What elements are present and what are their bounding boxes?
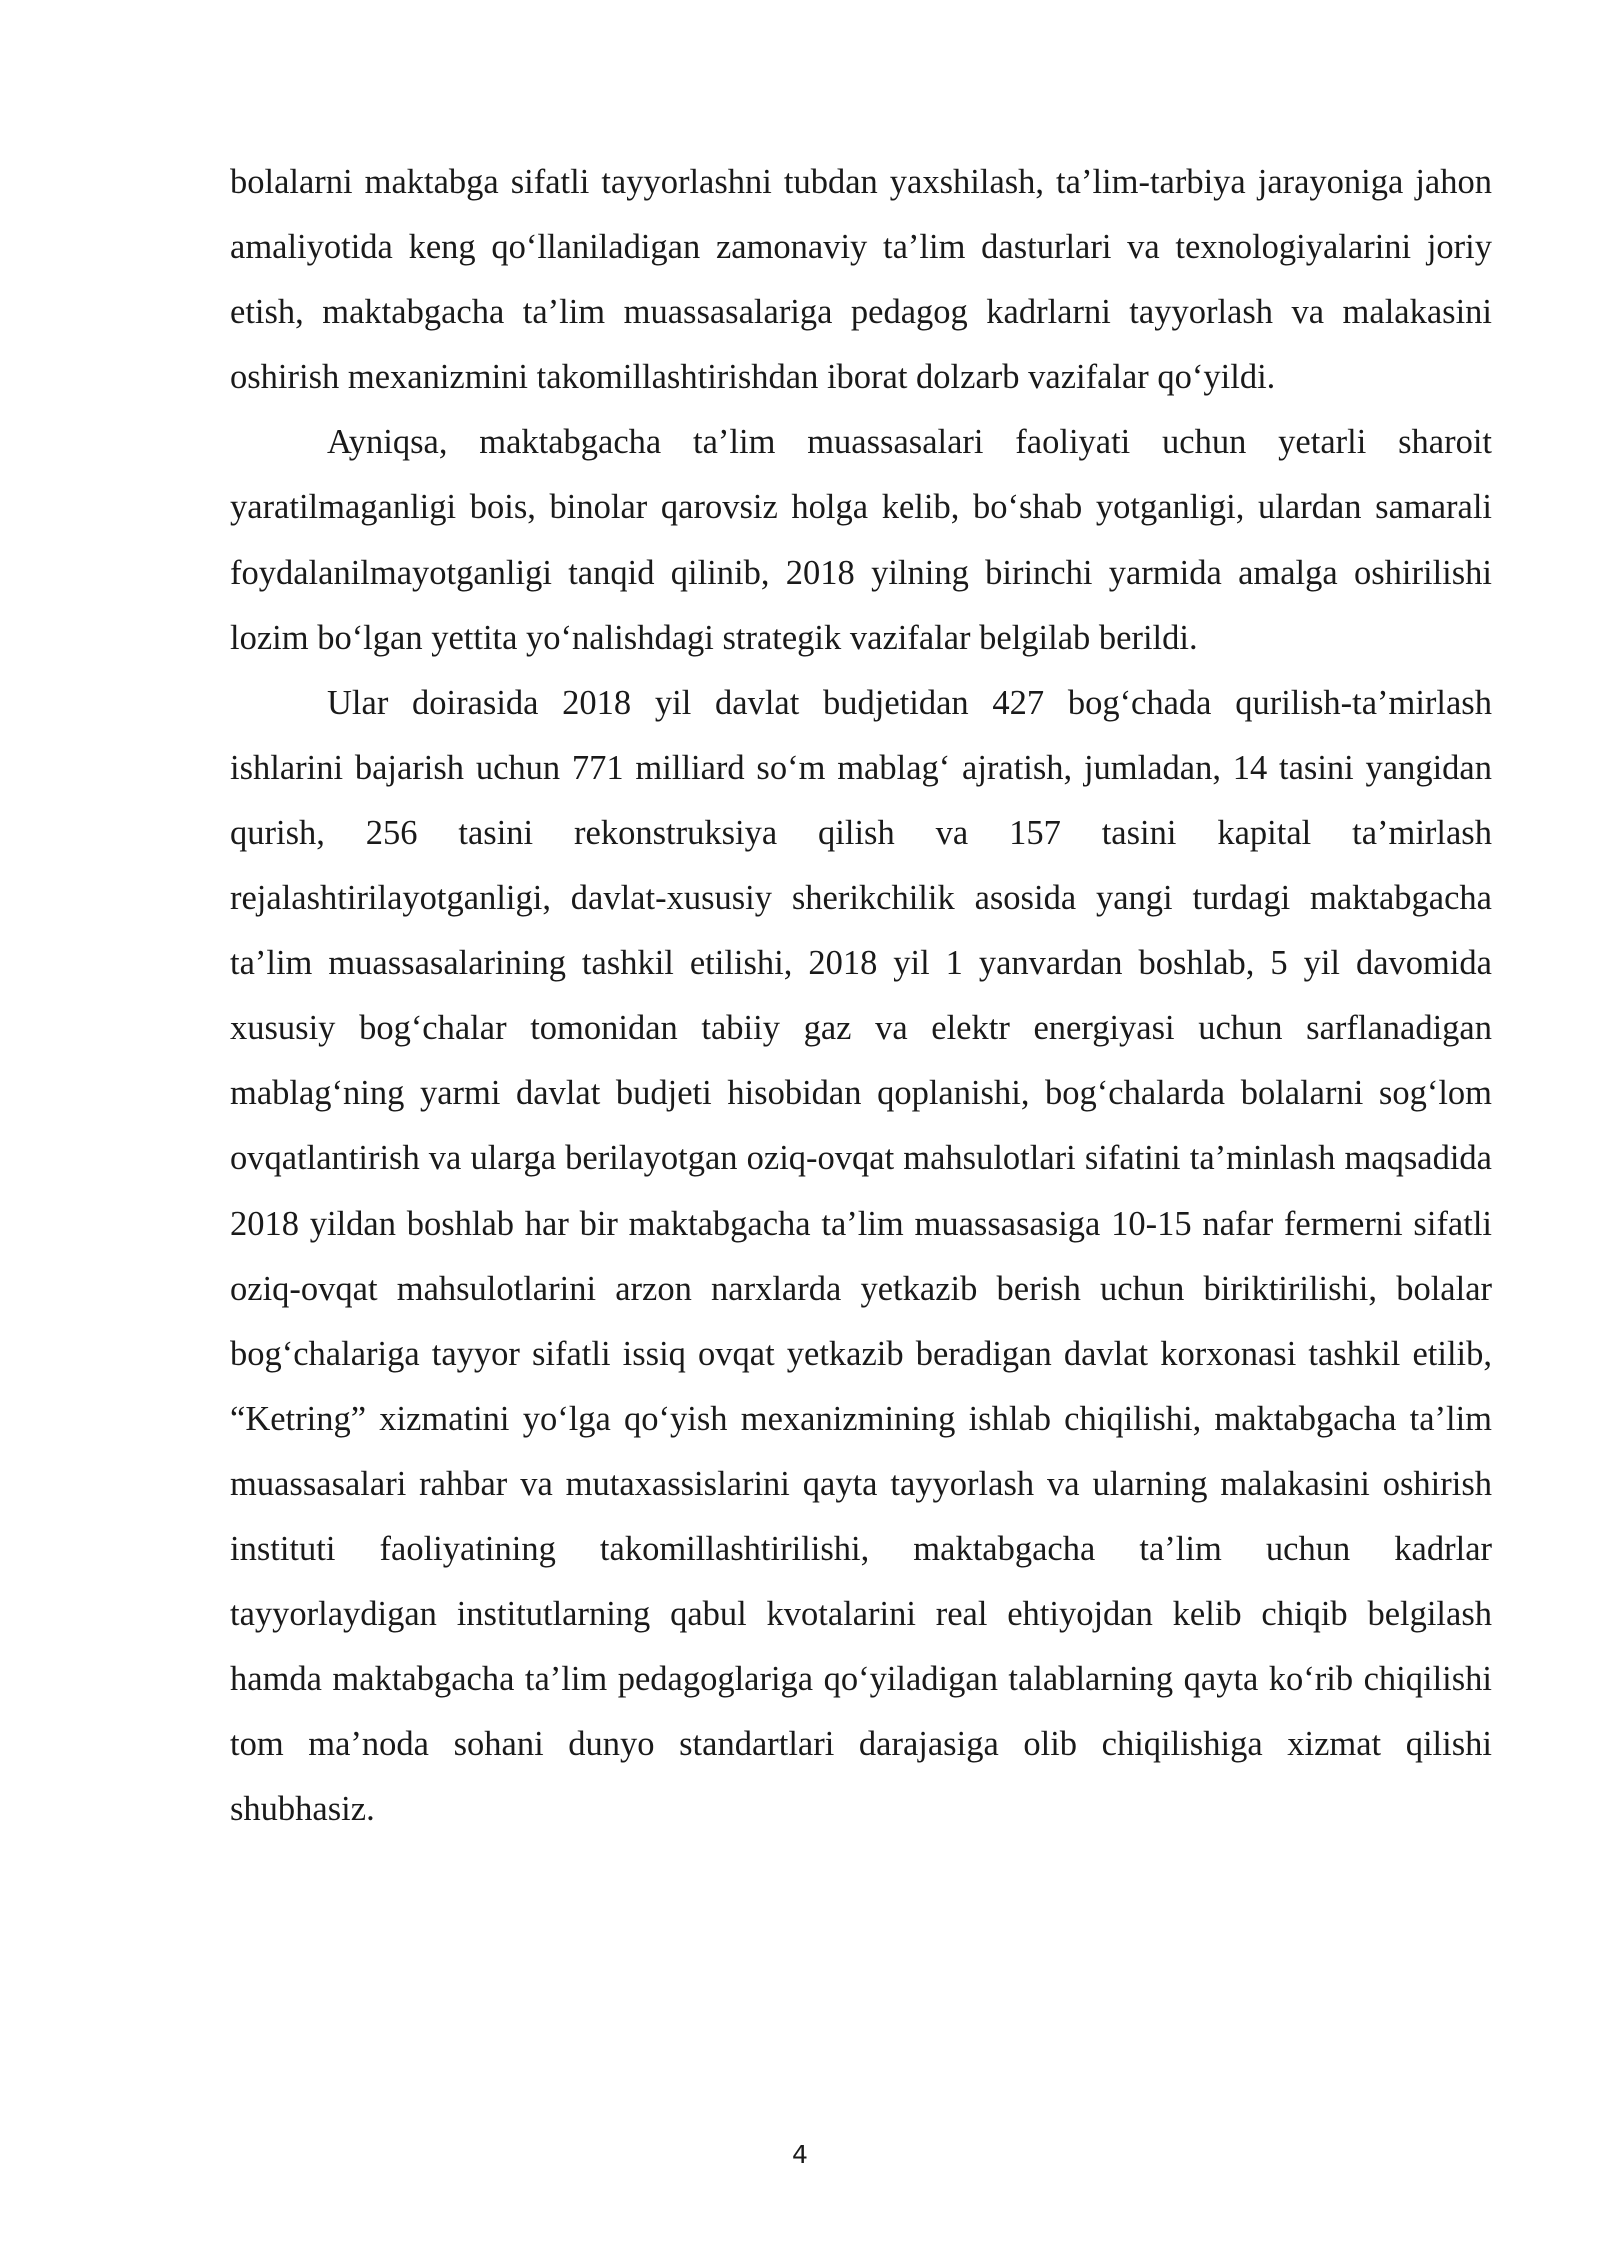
body-text	[230, 150, 1492, 1842]
paragraph-3: Ular doirasida 2018 yil davlat budjetidan 427 bog‘chada qurilish-ta’mirlash ishlarini bajarish uchun 771 milliard so‘m mablag‘ ajratish, jumladan, 14 tasini yangidan qurish, 256 tasini rekonstruksiya qilish va 157 tasini kapital ta’mirlash rejalashtirilayotganligi, davlat-xususiy sherikchilik asosida yangi turdagi maktabgacha ta’lim muassasalarining tashkil etilishi, 2018 yil 1 yanvardan boshlab, 5 yil davomida xususiy bog‘chalar tomonidan tabiiy gaz va elektr energiyasi uchun sarflanadigan mablag‘ning yarmi davlat budjeti hisobidan qoplanishi, bog‘chalarda bolalarni sog‘lom ovqatlantirish va ularga berilayotgan oziq-ovqat mahsulotlari sifatini ta’minlash maqsadida 2018 yildan boshlab har bir maktabgacha ta’lim muassasasiga 10-15 nafar fermerni sifatli oziq-ovqat mahsulotlarini arzon narxlarda yetkazib berish uchun biriktirilishi, bolalar bog‘chalariga tayyor sifatli issiq ovqat yetkazib beradigan davlat korxonasi tashkil etilib, “Ketring” xizmatini yo‘lga qo‘yish mexanizmining ishlab chiqilishi, maktabgacha ta’lim muassasalari rahbar va mutaxassislarini qayta tayyorlash va ularning malakasini oshirish instituti faoliyatining takomillashtirilishi, maktabgacha ta’lim uchun kadrlar tayyorlaydigan institutlarning qabul kvotalarini real ehtiyojdan kelib chiqib belgilash hamda maktabgacha ta’lim pedagoglariga qo‘yiladigan talablarning qayta ko‘rib chiqilishi tom ma’noda sohani dunyo standartlari darajasiga olib chiqilishiga xizmat qilishi shubhasiz.	[230, 683, 1492, 1829]
page-number: 4	[792, 2140, 808, 2169]
paragraph-2: Ayniqsa, maktabgacha ta’lim muassasalari faoliyati uchun yetarli sharoit yaratilmaganligi bois, binolar qarovsiz holga kelib, bo‘shab yotganligi, ulardan samarali foydalanilmayotganligi tanqid qilinib, 2018 yilning birinchi yarmida amalga oshirilishi lozim bo‘lgan yettita yo‘nalishdagi strategik vazifalar belgilab berildi.	[230, 423, 1492, 657]
paragraph-1: bolalarni maktabga sifatli tayyorlashni tubdan yaxshilash, ta’lim-tarbiya jarayoniga jahon amaliyotida keng qo‘llaniladigan zamonaviy ta’lim dasturlari va texnologiyalarini joriy etish, maktabgacha ta’lim muassasalariga pedagog kadrlarni tayyorlash va malakasini oshirish mexanizmini takomillashtirishdan iborat dolzarb vazifalar qo‘yildi.	[230, 163, 1492, 397]
